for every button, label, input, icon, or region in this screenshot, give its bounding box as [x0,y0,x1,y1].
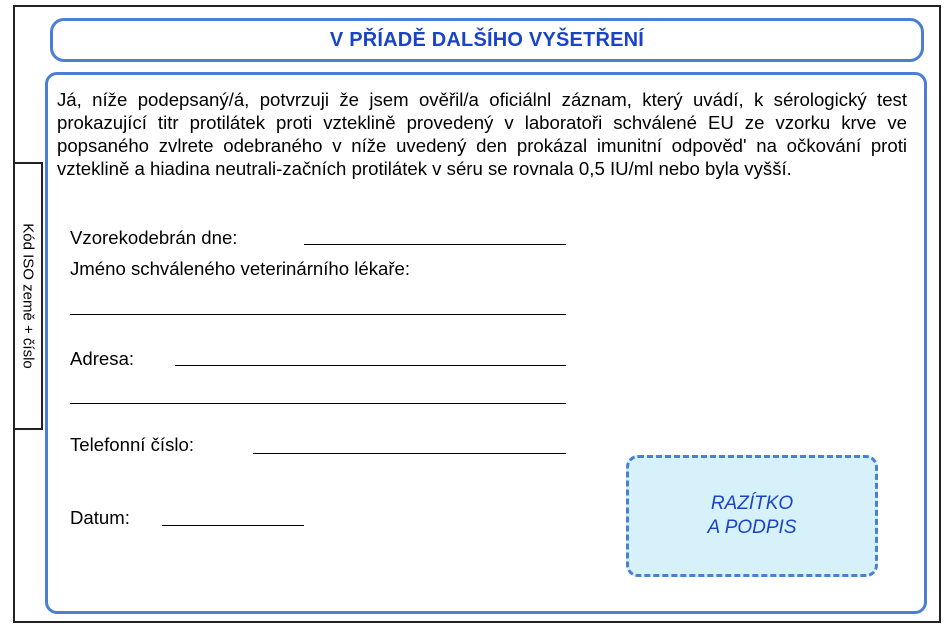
address-field-line-2[interactable] [70,403,566,404]
vet-name-field[interactable] [70,314,566,315]
section-title: V PŘÍADĚ DALŠÍHO VYŠETŘENÍ [329,28,645,51]
stamp-label: RAZÍTKO [710,493,794,514]
outer-frame-left-edge-top [13,5,15,162]
sample-date-label: Vzorekodebrán dne: [70,227,238,248]
address-label: Adresa: [70,348,135,369]
address-field-line-1[interactable] [175,365,566,366]
phone-field[interactable] [253,453,566,454]
date-field[interactable] [162,525,304,526]
signature-label: A PODPIS [707,517,797,538]
phone-label: Telefonní číslo: [70,434,195,455]
iso-code-label: Kód ISO země + číslo [19,223,37,369]
certification-statement: Já, níže podepsaný/á, potvrzuji že jsem ověřil/a oficiálnl záznam, který uvádí, k sérologický test prokazující titr protilátek proti vzteklině provedený v laboratoři schválené EU ze vzorku krve ve popsaného zvlrete odebraného v níže uvedený den prokázal imunitní odpověd' na očkování proti vzteklině a hiadina neutrali-začních protilátek v séru se rovnala 0,5 IU/ml nebo byla vyšší. [57,89,907,179]
section-header [50,18,924,62]
stamp-signature-box[interactable] [626,455,878,577]
iso-code-tab [13,162,43,430]
vet-name-label: Jméno schváleného veterinárního lékaře: [70,258,411,279]
date-label: Datum: [70,507,130,528]
outer-frame-left-edge-bottom [13,430,15,623]
sample-date-field[interactable] [304,244,566,245]
